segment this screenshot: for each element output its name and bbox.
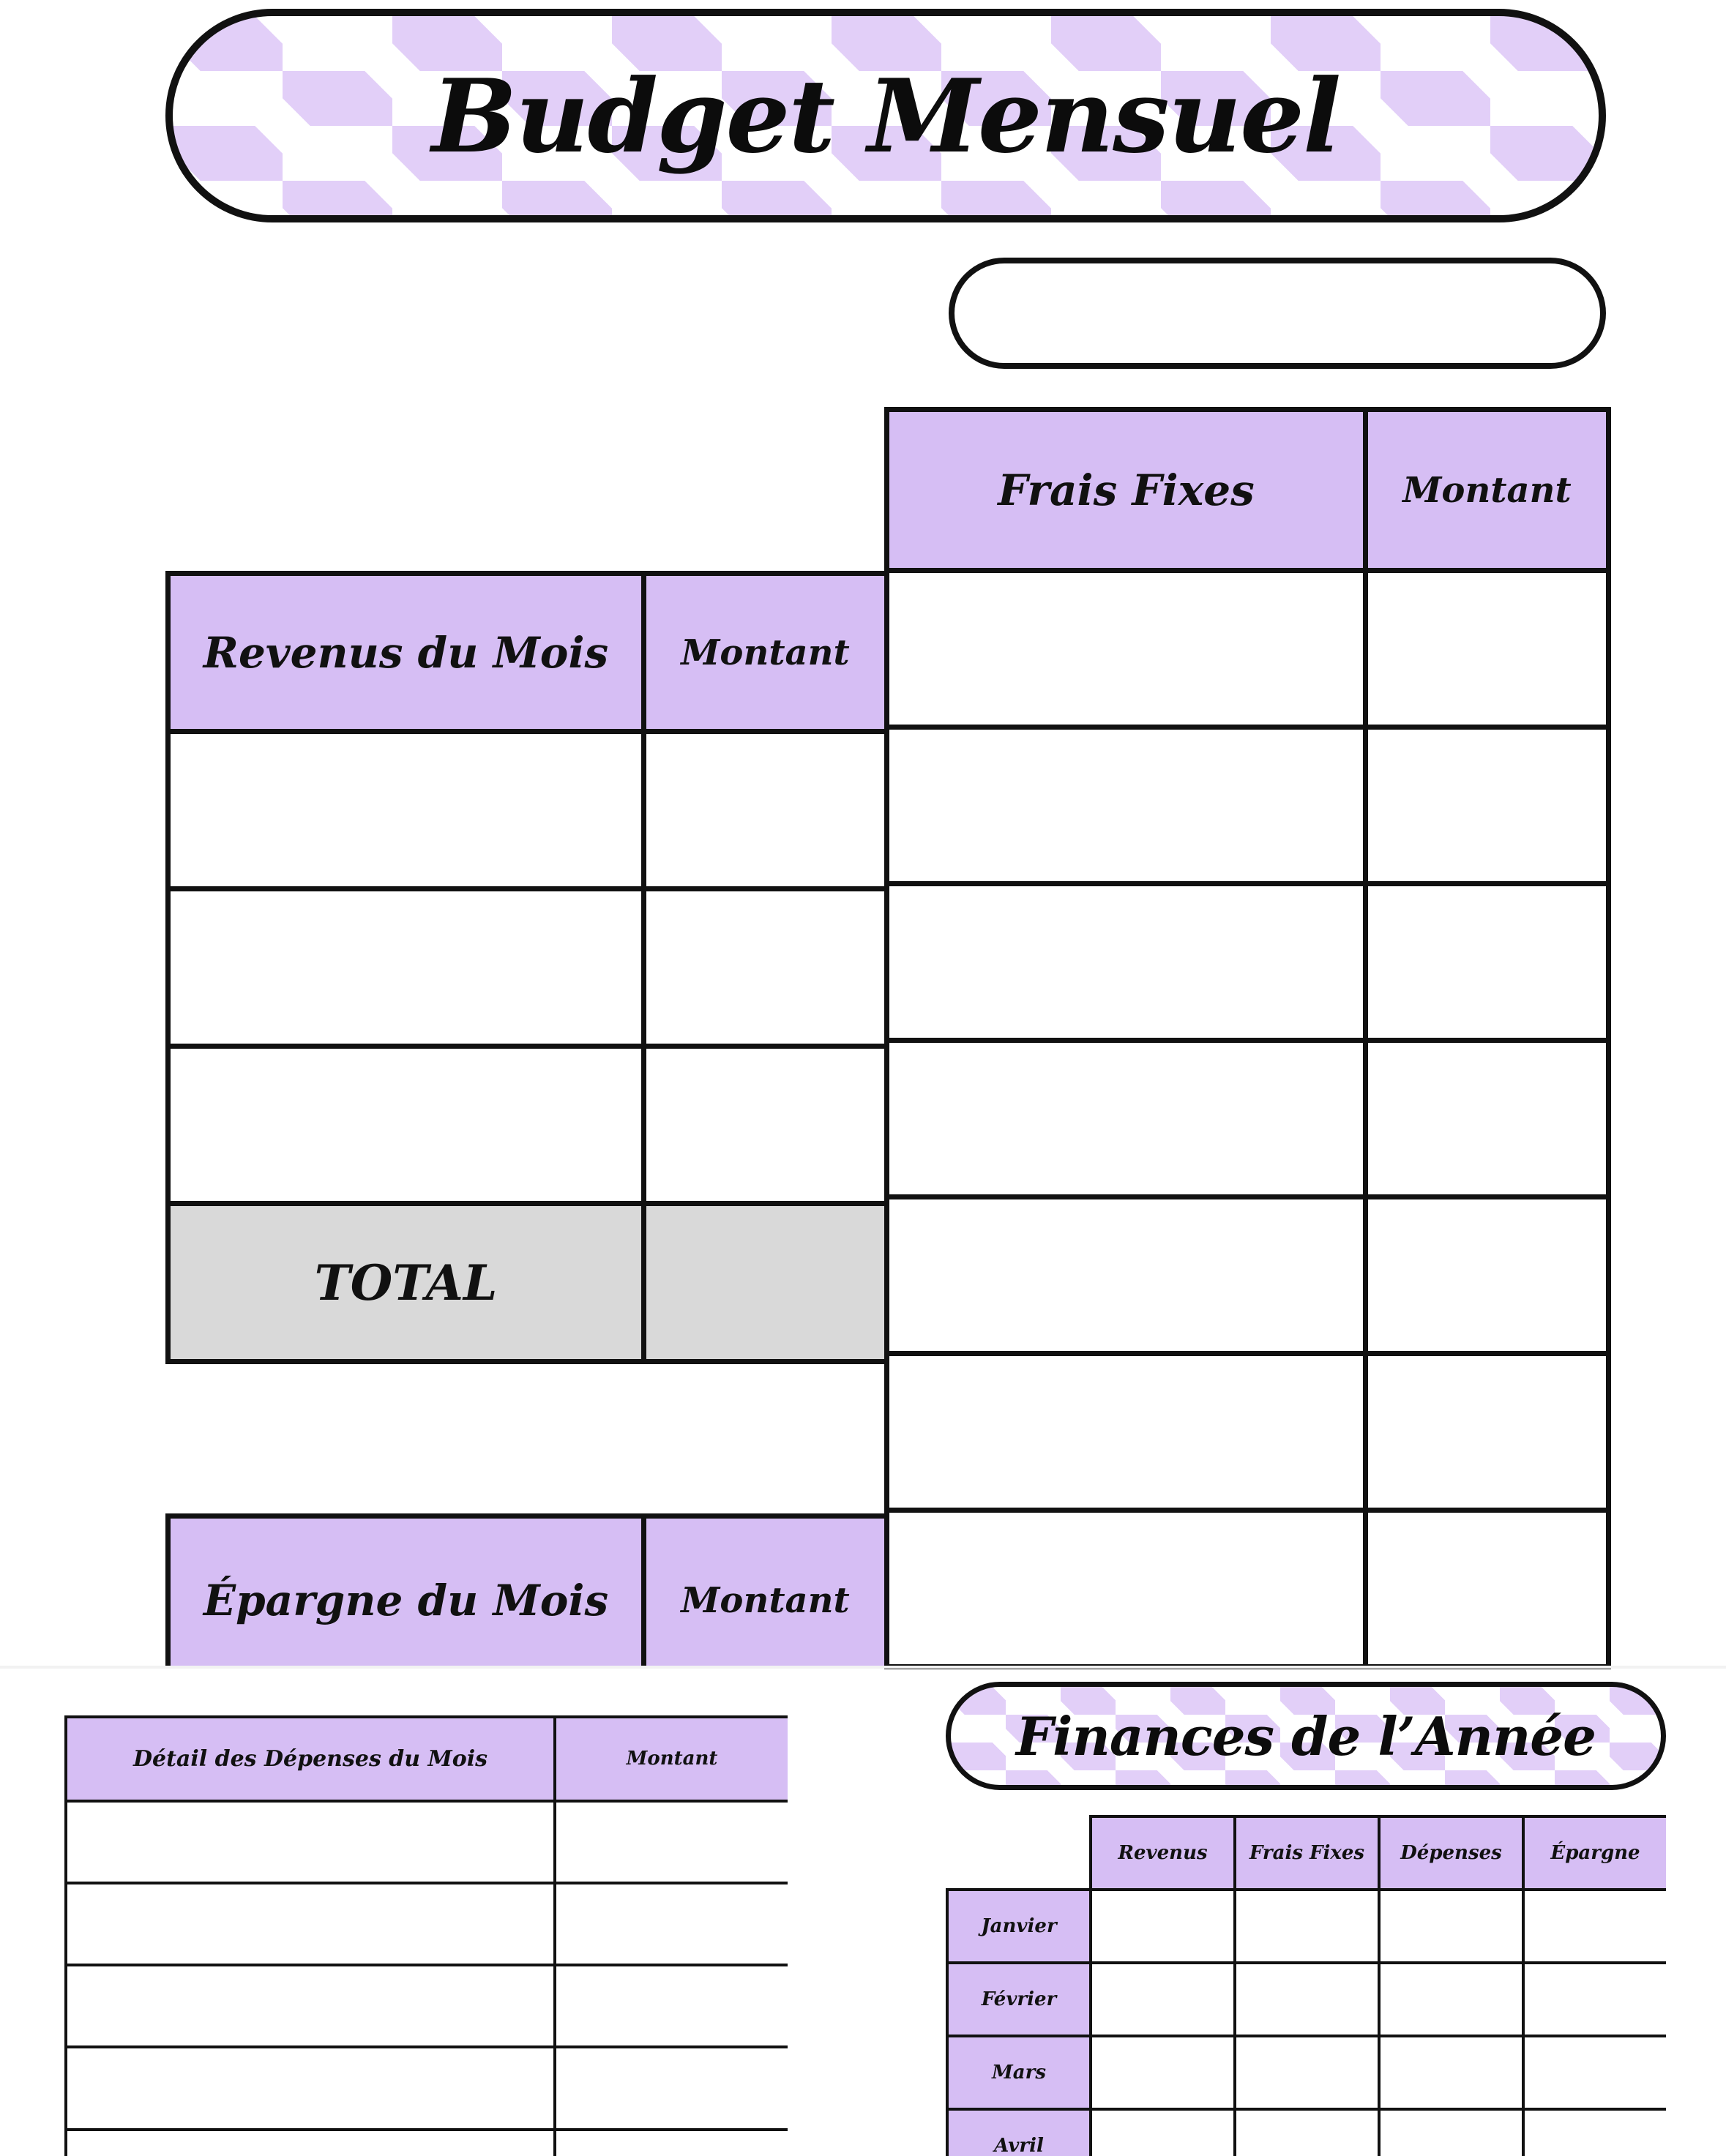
fixed-costs-label-cell[interactable] [887, 1354, 1366, 1511]
income-row [168, 889, 887, 1047]
expenses-amount-cell[interactable] [555, 1801, 788, 1883]
year-month-row [947, 2036, 1666, 2109]
fixed-costs-table [884, 407, 1611, 1669]
month-label: Avril [947, 2109, 1091, 2156]
year-value-cell[interactable] [1379, 2109, 1523, 2156]
fixed-costs-row [887, 571, 1609, 727]
income-amount-header: Montant [644, 574, 887, 732]
year-value-cell[interactable] [1235, 2109, 1379, 2156]
year-table-corner [947, 1816, 1091, 1890]
fixed-costs-amount-cell[interactable] [1366, 1354, 1609, 1511]
savings-amount-header: Montant [644, 1516, 885, 1668]
year-banner [946, 1682, 1666, 1790]
year-value-cell[interactable] [1379, 2036, 1523, 2109]
fixed-costs-amount-cell[interactable] [1366, 884, 1609, 1041]
income-total-amount-cell[interactable] [644, 1204, 887, 1362]
year-value-cell[interactable] [1379, 1890, 1523, 1963]
income-label-cell[interactable] [168, 732, 644, 889]
expenses-table [64, 1715, 788, 2156]
year-value-cell[interactable] [1523, 2036, 1666, 2109]
year-value-cell[interactable] [1523, 1963, 1666, 2036]
income-label-cell[interactable] [168, 889, 644, 1047]
expenses-amount-cell[interactable] [555, 2047, 788, 2129]
income-table [165, 571, 889, 1364]
month-input-field[interactable] [949, 258, 1606, 369]
fixed-costs-label-cell[interactable] [887, 1197, 1366, 1354]
income-amount-cell[interactable] [644, 1047, 887, 1204]
fixed-costs-row [887, 1511, 1609, 1667]
section-divider [0, 1666, 1726, 1669]
month-label: Mars [947, 2036, 1091, 2109]
fixed-costs-amount-header: Montant [1366, 410, 1609, 571]
expenses-label-cell[interactable] [66, 2130, 555, 2156]
expenses-amount-cell[interactable] [555, 1883, 788, 1965]
fixed-costs-amount-cell[interactable] [1366, 1197, 1609, 1354]
fixed-costs-row [887, 1041, 1609, 1197]
page-title: Budget Mensuel [431, 56, 1340, 176]
year-table [946, 1815, 1666, 2156]
expenses-amount-cell[interactable] [555, 1965, 788, 2047]
savings-clip [165, 1513, 884, 1667]
expenses-label-cell[interactable] [66, 2047, 555, 2129]
income-amount-cell[interactable] [644, 732, 887, 889]
month-label: Février [947, 1963, 1091, 2036]
year-value-cell[interactable] [1235, 1890, 1379, 1963]
fixed-costs-amount-cell[interactable] [1366, 1041, 1609, 1197]
expenses-amount-header: Montant [555, 1717, 788, 1801]
year-value-cell[interactable] [1091, 1963, 1235, 2036]
expenses-row [66, 1965, 788, 2047]
year-value-cell[interactable] [1091, 2109, 1235, 2156]
year-value-cell[interactable] [1091, 1890, 1235, 1963]
year-value-cell[interactable] [1523, 2109, 1666, 2156]
fixed-costs-amount-cell[interactable] [1366, 727, 1609, 884]
year-column-header: Frais Fixes [1235, 1816, 1379, 1890]
month-label: Janvier [947, 1890, 1091, 1963]
expenses-row [66, 2047, 788, 2129]
year-value-cell[interactable] [1235, 1963, 1379, 2036]
year-value-cell[interactable] [1235, 2036, 1379, 2109]
year-value-cell[interactable] [1379, 1963, 1523, 2036]
fixed-costs-amount-cell[interactable] [1366, 1511, 1609, 1667]
expenses-row [66, 1883, 788, 1965]
fixed-costs-row [887, 884, 1609, 1041]
savings-header: Épargne du Mois [168, 1516, 644, 1668]
income-row [168, 732, 887, 889]
title-banner [165, 9, 1606, 222]
income-header: Revenus du Mois [168, 574, 644, 732]
income-total-row [168, 1204, 887, 1362]
expenses-clip [64, 1715, 788, 2156]
expenses-row [66, 1801, 788, 1883]
income-label-cell[interactable] [168, 1047, 644, 1204]
fixed-costs-row [887, 1197, 1609, 1354]
year-column-header: Dépenses [1379, 1816, 1523, 1890]
year-clip [946, 1815, 1666, 2156]
year-title: Finances de l’Année [1016, 1704, 1596, 1767]
year-column-header: Épargne [1523, 1816, 1666, 1890]
year-value-cell[interactable] [1523, 1890, 1666, 1963]
year-column-header: Revenus [1091, 1816, 1235, 1890]
fixed-costs-label-cell[interactable] [887, 1511, 1366, 1667]
fixed-costs-label-cell[interactable] [887, 1041, 1366, 1197]
fixed-costs-amount-cell[interactable] [1366, 571, 1609, 727]
expenses-row [66, 2130, 788, 2156]
expenses-amount-cell[interactable] [555, 2130, 788, 2156]
fixed-costs-header: Frais Fixes [887, 410, 1366, 571]
savings-table [165, 1513, 884, 1667]
year-month-row [947, 1890, 1666, 1963]
income-total-label: TOTAL [168, 1204, 644, 1362]
expenses-label-cell[interactable] [66, 1965, 555, 2047]
fixed-costs-label-cell[interactable] [887, 727, 1366, 884]
fixed-costs-row [887, 1354, 1609, 1511]
year-value-cell[interactable] [1091, 2036, 1235, 2109]
fixed-costs-label-cell[interactable] [887, 571, 1366, 727]
expenses-label-cell[interactable] [66, 1801, 555, 1883]
income-row [168, 1047, 887, 1204]
expenses-header: Détail des Dépenses du Mois [66, 1717, 555, 1801]
year-month-row [947, 1963, 1666, 2036]
year-month-row [947, 2109, 1666, 2156]
expenses-label-cell[interactable] [66, 1883, 555, 1965]
income-amount-cell[interactable] [644, 889, 887, 1047]
fixed-costs-label-cell[interactable] [887, 884, 1366, 1041]
fixed-costs-row [887, 727, 1609, 884]
